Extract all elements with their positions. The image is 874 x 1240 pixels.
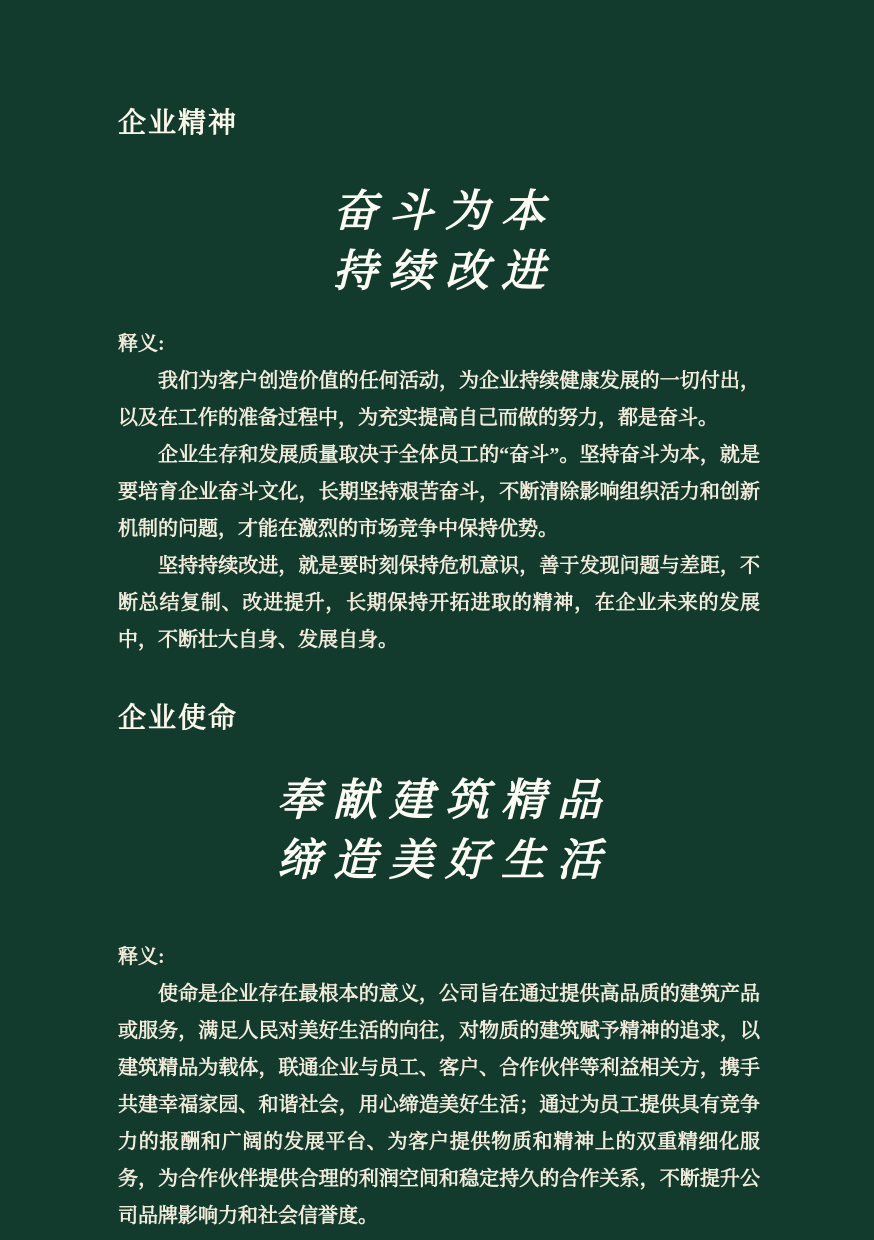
mission-interpretation-label: 释义:: [118, 946, 165, 968]
mission-paragraph-1: 使命是企业存在最根本的意义，公司旨在通过提供高品质的建筑产品或服务，满足人民对美好生活的向往，对物质的建筑赋予精神的追求，以建筑精品为载体，联通企业与员工、客户、合作伙伴等利益相关方，携手共建幸福家园、和谐社会，用心缔造美好生活；通过为员工提供具有竞争力的报酬和广阔的发展平台、为客户提供物质和精神上的双重精细化服务，为合作伙伴提供合理的利润空间和稳定持久的合作关系，不断提升公司品牌影响力和社会信誉度。: [118, 983, 760, 1227]
section-enterprise-mission: [118, 701, 760, 1235]
spirit-paragraph-3: 坚持持续改进，就是要时刻保持危机意识，善于发现问题与差距，不断总结复制、改进提升，长期保持开拓进取的精神，在企业未来的发展中，不断壮大自身、发展自身。: [118, 555, 760, 651]
enterprise-mission-heading: 企业使命: [118, 703, 239, 734]
spirit-slogan-line-2: 持续改进: [333, 247, 557, 296]
mission-slogan-calligraphy: [118, 771, 760, 891]
spirit-paragraph-2: 企业生存和发展质量取决于全体员工的“奋斗”。坚持奋斗为本，就是要培育企业奋斗文化，长期坚持艰苦奋斗，不断清除影响组织活力和创新机制的问题，才能在激烈的市场竞争中保持优势。: [118, 444, 760, 540]
spirit-slogan-line-1: 奋斗为本: [333, 187, 557, 236]
spirit-slogan-calligraphy: [118, 182, 760, 302]
section-enterprise-spirit: [118, 106, 760, 659]
enterprise-spirit-heading: 企业精神: [118, 108, 239, 139]
spirit-interpretation-label: 释义:: [118, 333, 165, 355]
mission-slogan-line-2: 缔造美好生活: [277, 836, 613, 885]
spirit-paragraph-1: 我们为客户创造价值的任何活动，为企业持续健康发展的一切付出，以及在工作的准备过程中，为充实提高自己而做的努力，都是奋斗。: [118, 370, 760, 429]
mission-slogan-line-1: 奉献建筑精品: [277, 776, 613, 825]
